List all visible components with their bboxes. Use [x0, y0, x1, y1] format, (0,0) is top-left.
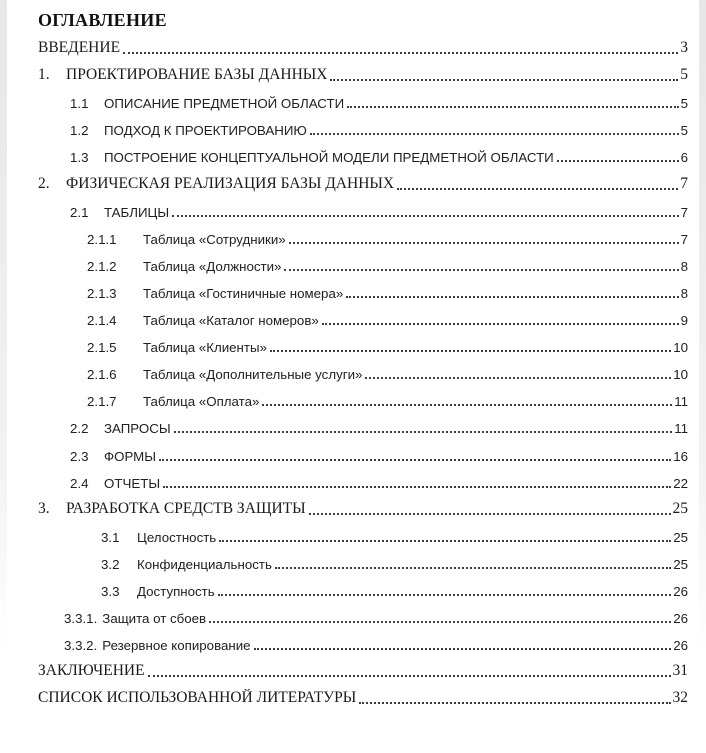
toc-row[interactable]	[38, 439, 688, 466]
dot-leader	[557, 160, 679, 162]
toc-entry-page: 25	[673, 556, 688, 572]
toc-entry-number: 3.3	[101, 583, 120, 599]
dot-leader	[270, 350, 671, 352]
toc-entry-page: 7	[680, 231, 688, 247]
dot-leader	[365, 377, 671, 379]
toc-list	[38, 33, 688, 710]
dot-leader	[163, 486, 671, 488]
toc-entry-page: 7	[680, 174, 688, 192]
dot-leader	[174, 431, 673, 433]
toc-row[interactable]	[38, 656, 688, 683]
dot-leader	[209, 621, 671, 623]
toc-entry-page: 31	[672, 662, 688, 680]
dot-leader	[359, 702, 670, 704]
dot-leader	[218, 594, 672, 596]
toc-row[interactable]	[38, 548, 688, 575]
toc-entry-page: 26	[673, 638, 688, 654]
toc-entry-label: Защита от сбоев	[102, 611, 207, 627]
toc-row[interactable]	[38, 168, 688, 195]
toc-entry-page: 11	[674, 421, 688, 437]
dot-leader	[397, 188, 678, 190]
toc-entry-number: 3.1	[101, 529, 120, 545]
toc-row[interactable]	[38, 494, 688, 521]
toc-entry-label: ПОДХОД К ПРОЕКТИРОВАНИЮ	[104, 123, 307, 139]
dot-leader	[123, 52, 678, 54]
dot-leader	[284, 269, 678, 271]
toc-entry-page: 16	[673, 448, 688, 464]
toc-entry-page: 26	[673, 611, 688, 627]
toc-entry-label: ПОСТРОЕНИЕ КОНЦЕПТУАЛЬНОЙ МОДЕЛИ ПРЕДМЕТНОЙ ОБЛАСТИ	[104, 150, 554, 166]
toc-entry-number: 3.3.1.	[64, 611, 98, 627]
toc-entry-number: 2.1.5	[87, 340, 117, 356]
toc-entry-number: 2.3	[70, 448, 89, 464]
toc-entry-number: 3.2	[101, 556, 120, 572]
dot-leader	[262, 404, 672, 406]
toc-row[interactable]	[38, 385, 688, 412]
toc-entry-page: 5	[680, 123, 688, 139]
toc-entry-number: 2.1.2	[87, 258, 117, 274]
toc-entry-label: РАЗРАБОТКА СРЕДСТВ ЗАЩИТЫ	[66, 499, 306, 517]
dot-leader	[310, 133, 679, 135]
toc-entry-number: 2.4	[70, 475, 89, 491]
dot-leader	[289, 242, 679, 244]
toc-entry-label: ЗАКЛЮЧЕНИЕ	[38, 662, 145, 680]
dot-leader	[219, 540, 671, 542]
toc-title: ОГЛАВЛЕНИЕ	[38, 10, 167, 30]
dot-leader	[172, 215, 678, 217]
toc-entry-page: 25	[672, 499, 688, 517]
toc-entry-number: 1.1	[70, 96, 89, 112]
dot-leader	[159, 459, 671, 461]
toc-entry-page: 3	[680, 39, 688, 57]
toc-row[interactable]	[38, 358, 688, 385]
toc-entry-label: Таблица «Каталог номеров»	[143, 313, 319, 329]
toc-entry-label: СПИСОК ИСПОЛЬЗОВАННОЙ ЛИТЕРАТУРЫ	[38, 689, 357, 707]
toc-entry-label: Таблица «Дополнительные услуги»	[143, 367, 363, 383]
toc-entry-label: ЗАПРОСЫ	[104, 421, 171, 437]
toc-entry-label: ОТЧЕТЫ	[104, 475, 161, 491]
dot-leader	[148, 675, 671, 677]
toc-entry-number: 2.1.3	[87, 285, 117, 301]
toc-entry-page: 26	[673, 583, 688, 599]
toc-entry-label: Таблица «Клиенты»	[143, 340, 267, 356]
toc-entry-label: ОПИСАНИЕ ПРЕДМЕТНОЙ ОБЛАСТИ	[104, 96, 345, 112]
toc-row[interactable]	[38, 277, 688, 304]
toc-entry-page: 9	[680, 313, 688, 329]
toc-entry-label: Доступность	[137, 583, 215, 599]
toc-row[interactable]	[38, 304, 688, 331]
toc-entry-page: 11	[674, 394, 688, 410]
toc-entry-label: Таблица «Должности»	[143, 258, 282, 274]
toc-entry-page: 25	[673, 529, 688, 545]
toc-entry-page: 5	[680, 66, 688, 84]
toc-row[interactable]	[38, 87, 688, 114]
toc-row[interactable]	[38, 60, 688, 87]
toc-row[interactable]	[38, 250, 688, 277]
toc-row[interactable]	[38, 629, 688, 656]
toc-entry-number: 2.1.1	[87, 231, 117, 247]
toc-row[interactable]	[38, 33, 688, 60]
dot-leader	[275, 567, 671, 569]
toc-row[interactable]	[38, 412, 688, 439]
toc-entry-number: 2.1.6	[87, 367, 117, 383]
toc-entry-label: ФИЗИЧЕСКАЯ РЕАЛИЗАЦИЯ БАЗЫ ДАННЫХ	[66, 174, 395, 192]
toc-entry-page: 8	[680, 285, 688, 301]
toc-entry-label: ФОРМЫ	[104, 448, 157, 464]
toc-entry-label: Целостность	[137, 529, 217, 545]
dot-leader	[330, 79, 678, 81]
dot-leader	[309, 513, 671, 515]
toc-row[interactable]	[38, 331, 688, 358]
toc-entry-number: 3.3.2.	[64, 638, 98, 654]
toc-entry-page: 22	[673, 475, 688, 491]
toc-entry-number: 2.1	[70, 204, 89, 220]
toc-entry-page: 7	[680, 204, 688, 220]
toc-entry-page: 6	[680, 150, 688, 166]
toc-entry-number: 1.	[38, 66, 50, 84]
toc-entry-number: 2.	[38, 174, 50, 192]
toc-row[interactable]	[38, 602, 688, 629]
toc-entry-label: Конфиденциальность	[137, 556, 272, 572]
toc-entry-page: 8	[680, 258, 688, 274]
toc-entry-number: 1.2	[70, 123, 89, 139]
dot-leader	[347, 106, 678, 108]
toc-entry-label: ТАБЛИЦЫ	[104, 204, 170, 220]
toc-row[interactable]	[38, 521, 688, 548]
toc-entry-label: Таблица «Сотрудники»	[143, 231, 286, 247]
dot-leader	[322, 323, 679, 325]
toc-entry-label: Резервное копирование	[102, 638, 251, 654]
toc-row[interactable]	[38, 141, 688, 168]
toc-row[interactable]	[38, 223, 688, 250]
toc-entry-number: 2.2	[70, 421, 89, 437]
toc-entry-page: 10	[673, 340, 688, 356]
toc-entry-page: 32	[672, 689, 688, 707]
toc-row[interactable]	[38, 467, 688, 494]
toc-entry-number: 3.	[38, 499, 50, 517]
toc-entry-page: 10	[673, 367, 688, 383]
toc-entry-label: ПРОЕКТИРОВАНИЕ БАЗЫ ДАННЫХ	[66, 66, 328, 84]
toc-row[interactable]	[38, 575, 688, 602]
toc-row[interactable]	[38, 683, 688, 710]
toc-entry-number: 2.1.4	[87, 313, 117, 329]
toc-entry-label: Таблица «Оплата»	[143, 394, 260, 410]
toc-row[interactable]	[38, 196, 688, 223]
toc-entry-number: 1.3	[70, 150, 89, 166]
toc-entry-number: 2.1.7	[87, 394, 117, 410]
dot-leader	[346, 296, 678, 298]
dot-leader	[254, 648, 672, 650]
toc-row[interactable]	[38, 114, 688, 141]
toc-entry-label: ВВЕДЕНИЕ	[38, 39, 121, 57]
toc-entry-page: 5	[680, 96, 688, 112]
toc-entry-label: Таблица «Гостиничные номера»	[143, 285, 344, 301]
